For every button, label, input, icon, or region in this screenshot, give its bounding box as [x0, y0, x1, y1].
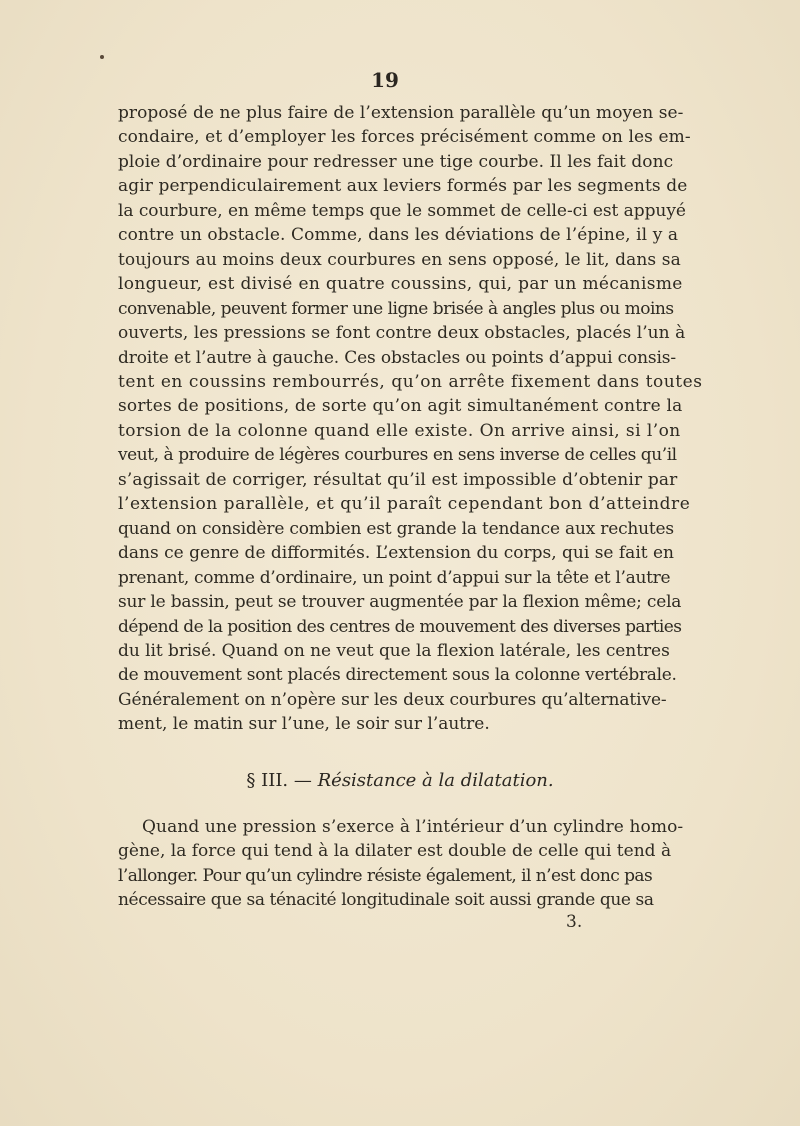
text-line: du lit brisé. Quand on ne veut que la flexion latérale, les centres — [118, 640, 670, 661]
text-line: l’extension parallèle, et qu’il paraît cependant bon d’atteindre — [118, 494, 691, 515]
text-line: longueur, est divisé en quatre coussins, qui, par un mécanisme — [118, 274, 683, 295]
body-paragraph-2 — [118, 815, 684, 913]
ink-speck — [100, 55, 104, 59]
text-line: dépend de la position des centres de mouvement des diverses parties — [118, 616, 682, 637]
text-line: ploie d’ordinaire pour redresser une tige courbe. Il les fait donc — [118, 151, 674, 172]
text-line: agir perpendiculairement aux leviers formés par les segments de — [118, 176, 688, 197]
text-line: s’agissait de corriger, résultat qu’il est impossible d’obtenir par — [118, 469, 678, 490]
text-line: tent en coussins rembourrés, qu’on arrête fixement dans toutes — [118, 371, 703, 392]
page-number: 19 — [371, 68, 399, 92]
text-line: nécessaire que sa ténacité longitudinale soit aussi grande que sa — [118, 890, 654, 911]
section-heading — [0, 770, 800, 791]
body-paragraph-1 — [118, 101, 703, 737]
section-number: § III. — [246, 770, 289, 791]
text-line: gène, la force qui tend à la dilater est double de celle qui tend à — [118, 841, 672, 862]
text-line: sortes de positions, de sorte qu’on agit simultanément contre la — [118, 396, 683, 417]
text-line: de mouvement sont placés directement sous la colonne vertébrale. — [118, 665, 677, 686]
text-line: ment, le matin sur l’une, le soir sur l’autre. — [118, 714, 490, 735]
text-line: ouverts, les pressions se font contre deux obstacles, placés l’un à — [118, 323, 686, 344]
text-line: convenable, peuvent former une ligne brisée à angles plus ou moins — [118, 298, 674, 319]
text-line: dans ce genre de difformités. L’extension du corps, qui se fait en — [118, 543, 675, 564]
text-line: l’allonger. Pour qu’un cylindre résiste également, il n’est donc pas — [118, 865, 653, 886]
text-line: veut, à produire de légères courbures en sens inverse de celles qu’il — [118, 445, 677, 466]
text-line: droite et l’autre à gauche. Ces obstacles ou points d’appui consis- — [118, 347, 676, 368]
section-dash: — — [288, 770, 318, 791]
text-line: torsion de la colonne quand elle existe. On arrive ainsi, si l’on — [118, 420, 681, 441]
text-line: proposé de ne plus faire de l’extension parallèle qu’un moyen se- — [118, 103, 684, 123]
text-line: quand on considère combien est grande la tendance aux rechutes — [118, 518, 674, 539]
text-line: toujours au moins deux courbures en sens opposé, le lit, dans sa — [118, 249, 681, 270]
text-line: contre un obstacle. Comme, dans les déviations de l’épine, il y a — [118, 225, 679, 246]
text-line: Quand une pression s’exerce à l’intérieur d’un cylindre homo- — [142, 817, 684, 837]
section-title: Résistance à la dilatation. — [317, 770, 554, 791]
signature-mark: 3. — [566, 912, 583, 932]
text-line: Généralement on n’opère sur les deux courbures qu’alternative- — [118, 689, 667, 710]
text-line: prenant, comme d’ordinaire, un point d’appui sur la tête et l’autre — [118, 567, 671, 588]
text-line: la courbure, en même temps que le sommet de celle-ci est appuyé — [118, 200, 686, 221]
text-line: sur le bassin, peut se trouver augmentée par la flexion même; cela — [118, 592, 682, 613]
text-line: condaire, et d’employer les forces précisément comme on les em- — [118, 127, 691, 148]
